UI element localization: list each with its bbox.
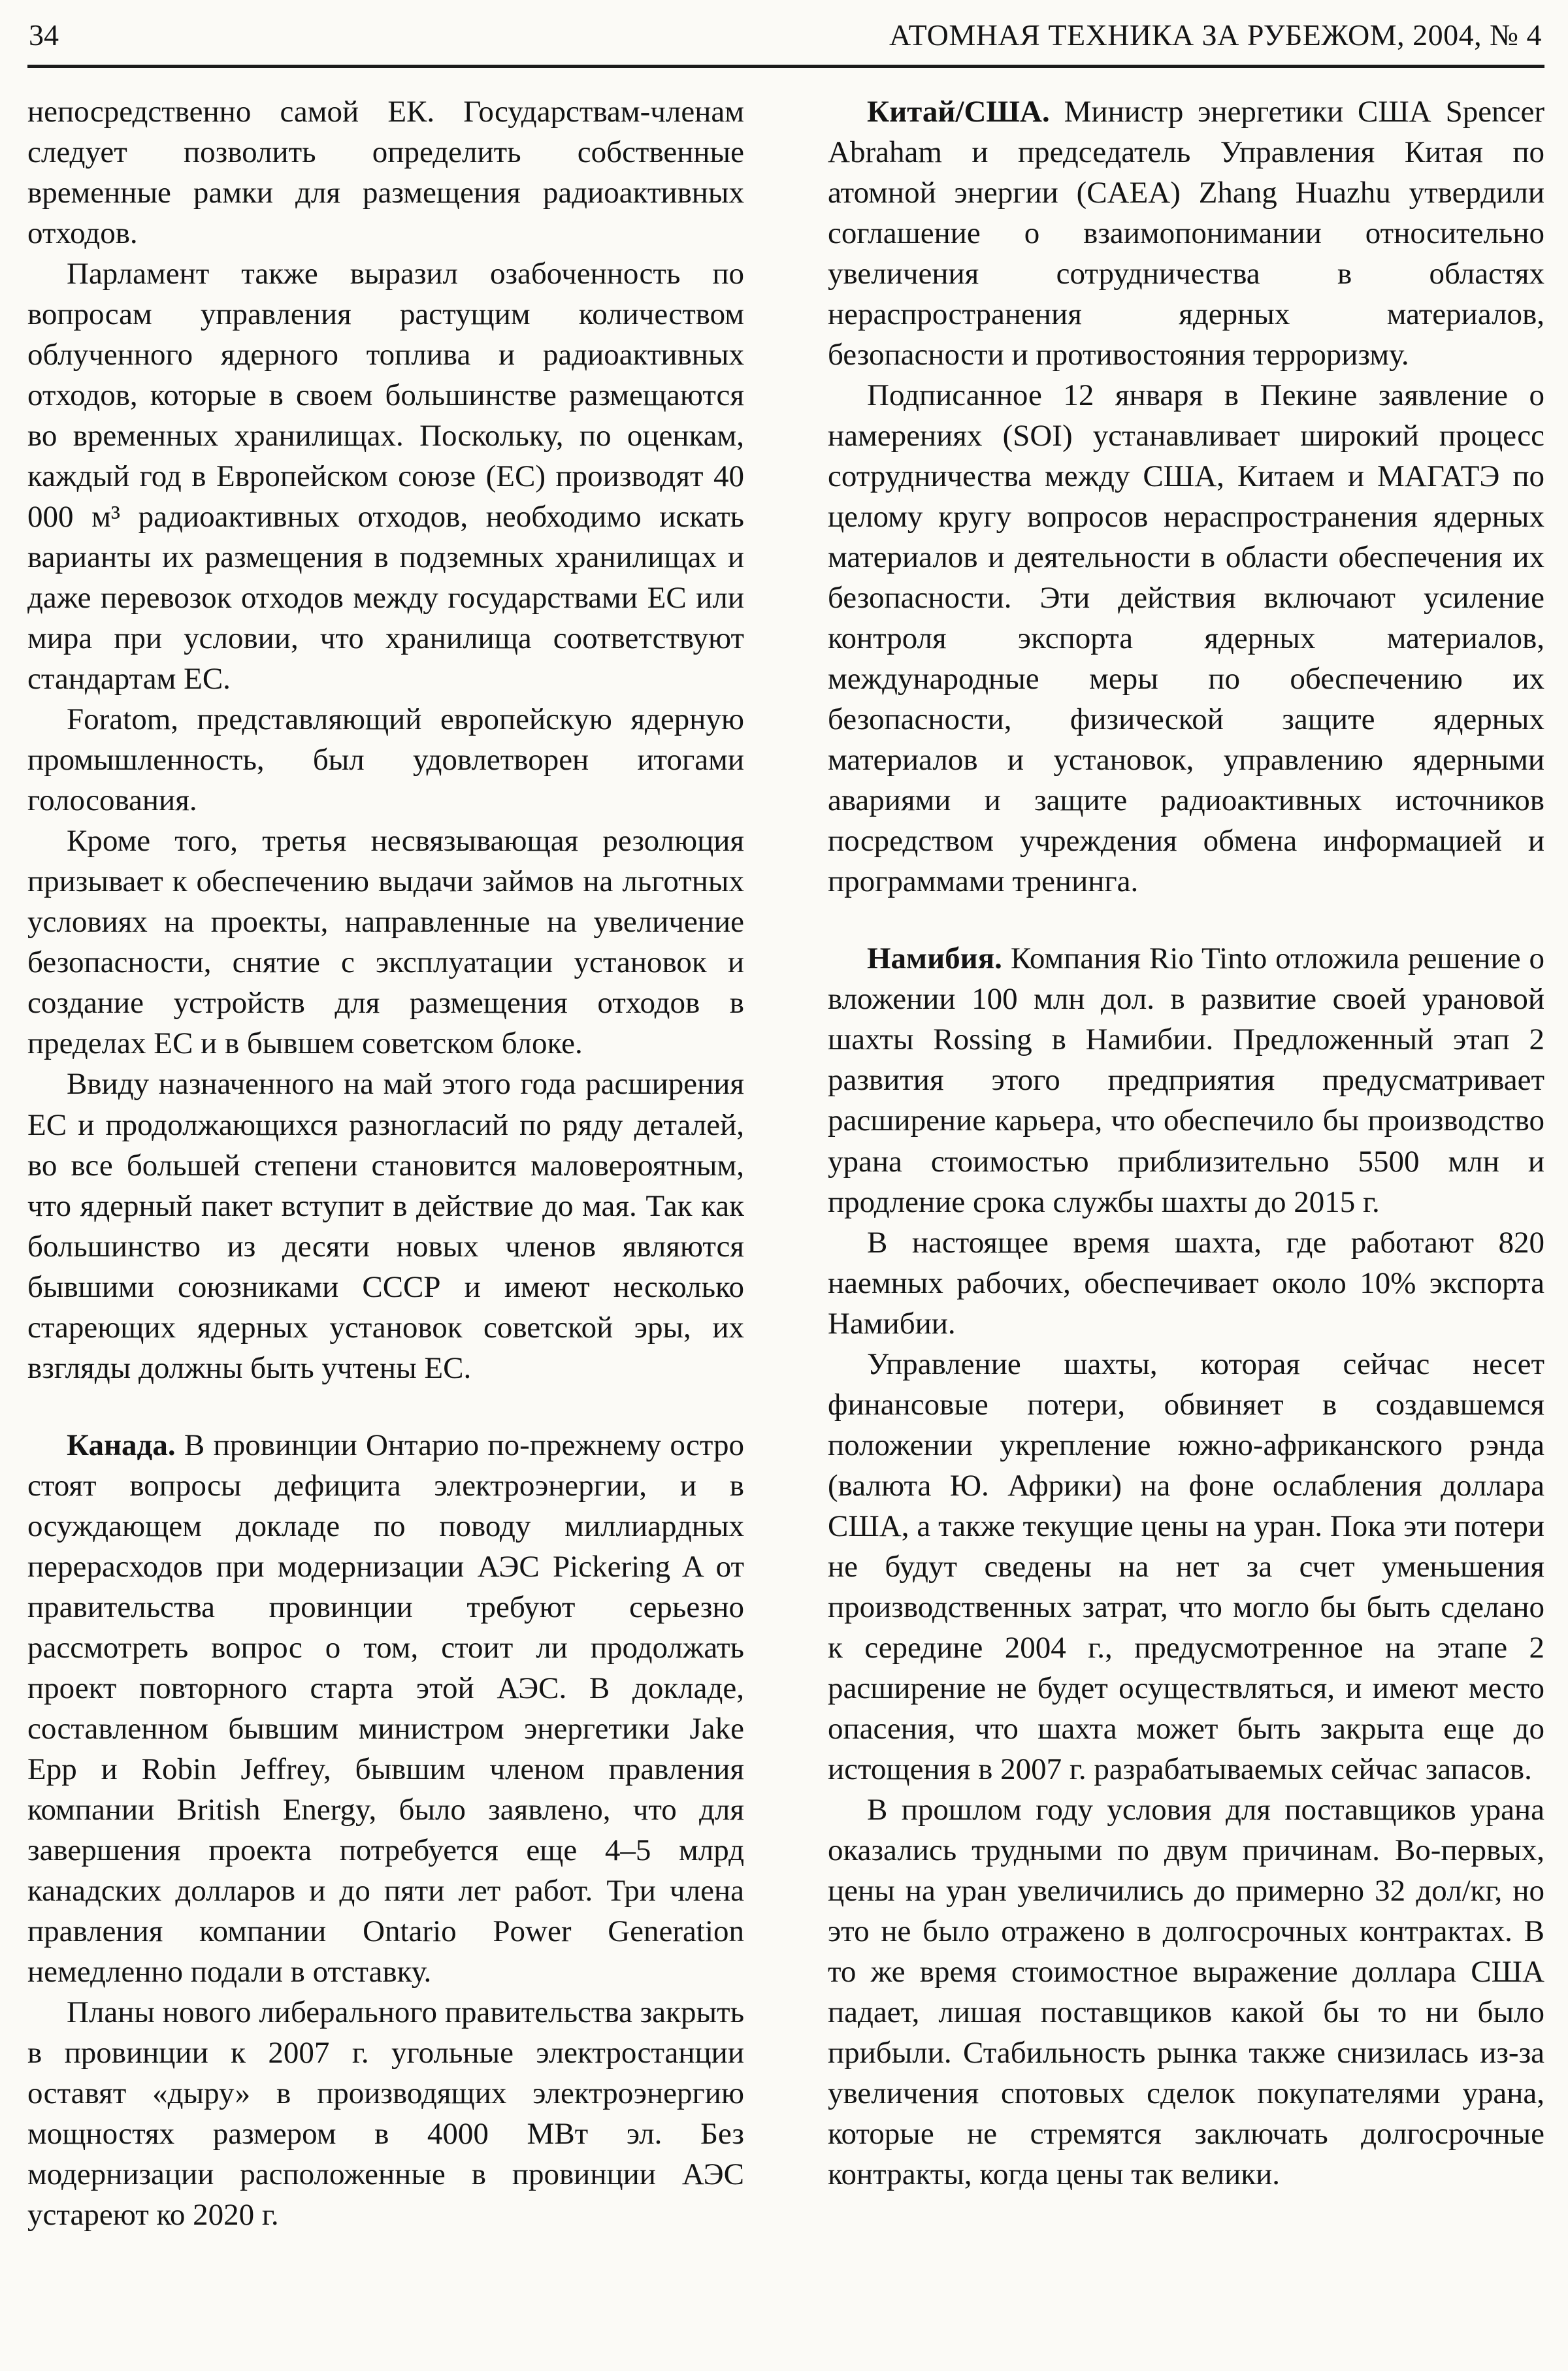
- article-body: [27, 91, 1544, 2236]
- paragraph: Foratom, представляющий европейскую ядерную промышленность, был удовлетворен итогами голосования.: [27, 702, 744, 818]
- journal-title: АТОМНАЯ ТЕХНИКА ЗА РУБЕЖОМ, 2004, № 4: [889, 18, 1542, 52]
- left-column: [27, 91, 744, 2236]
- paragraph: В прошлом году условия для поставщиков урана оказались трудными по двум причинам. Во-первых, цены на уран увеличились до примерно 32 дол/кг, но это не было отражено в долгосрочных контрактах. В то же время стоимостное выражение доллара США падает, лишая поставщиков какой бы то ни было прибыли. Стабильность рынка также снизилась из-за увеличения спотовых сделок покупателями урана, которые не стремятся заключать долгосрочные контракты, когда цены так велики.: [828, 1793, 1544, 2192]
- paragraph: Ввиду назначенного на май этого года расширения ЕС и продолжающихся разногласий по ряду деталей, во все большей степени становится маловероятным, что ядерный пакет вступит в действие до мая. Так как большинство из десяти новых членов являются бывшими союзниками СССР и имеют несколько стареющих ядерных установок советской эры, их взгляды должны быть учтены ЕС.: [27, 1067, 744, 1385]
- paragraph: Кроме того, третья несвязывающая резолюция призывает к обеспечению выдачи займов на льготных условиях на проекты, направленные на увеличение безопасности, снятие с эксплуатации установок и создание устройств для размещения отходов в пределах ЕС и в бывшем советском блоке.: [27, 824, 744, 1061]
- section-lead-namibia: Намибия.: [867, 941, 1002, 976]
- paragraph: Планы нового либерального правительства закрыть в провинции к 2007 г. угольные электростанции оставят «дыру» в производящих электроэнергию мощностях размером в 4000 МВт эл. Без модернизации расположенные в провинции АЭС устареют ко 2020 г.: [27, 1995, 744, 2232]
- paragraph: Подписанное 12 января в Пекине заявление о намерениях (SOI) устанавливает широкий процесс сотрудничества между США, Китаем и МАГАТЭ по целому кругу вопросов нераспространения ядерных материалов и деятельности в области обеспечения их безопасности. Эти действия включают усиление контроля экспорта ядерных материалов, международные меры по обеспечению их безопасности, физической защите ядерных материалов и установок, управлению ядерными авариями и защите радиоактивных источников посредством учреждения обмена информацией и программами тренинга.: [828, 378, 1544, 899]
- paragraph-namibia: [828, 938, 1544, 1222]
- page-header: [27, 16, 1544, 65]
- section-lead-china-usa: Китай/США.: [867, 94, 1050, 129]
- section-lead-canada: Канада.: [67, 1428, 176, 1462]
- paragraph: Управление шахты, которая сейчас несет финансовые потери, обвиняет в создавшемся положении укрепление южно-африканского рэнда (валюта Ю. Африки) на фоне ослабления доллара США, а также текущие цены на уран. Пока эти потери не будут сведены на нет за счет уменьшения производственных затрат, что могло бы быть сделано к середине 2004 г., предусмотренное на этапе 2 расширение не будет осуществляться, и имеют место опасения, что шахта может быть закрыта еще до истощения в 2007 г. разрабатываемых сейчас запасов.: [828, 1347, 1544, 1786]
- paragraph-text: Компания Rio Tinto отложила решение о вложении 100 млн дол. в развитие своей урановой шахты Rossing в Намибии. Предложенный этап 2 развития этого предприятия предусматривает расширение карьера, что обеспечило бы производство урана стоимостью приблизительно 5500 млн и продление срока службы шахты до 2015 г.: [828, 941, 1545, 1219]
- paragraph-text: Министр энергетики США Spencer Abraham и председатель Управления Китая по атомной энергии (CAEA) Zhang Huazhu утвердили соглашение о взаимопонимании относительно увеличения сотрудничества в областях нераспространения ядерных материалов, безопасности и противостояния терроризму.: [828, 94, 1545, 372]
- header-rule: [27, 65, 1544, 68]
- paragraph-text: В провинции Онтарио по-прежнему остро стоят вопросы дефицита электроэнергии, и в осуждающем докладе по поводу миллиардных перерасходов при модернизации АЭС Pickering A от правительства провинции требуют серьезно рассмотреть вопрос о том, стоит ли продолжать проект повторного старта этой АЭС. В докладе, составленном бывшим министром энергетики Jake Epp и Robin Jeffrey, бывшим членом правления компании British Energy, было заявлено, что для завершения проекта потребуется еще 4–5 млрд канадских долларов и до пяти лет работ. Три члена правления компании Ontario Power Generation немедленно подали в отставку.: [27, 1428, 744, 1989]
- paragraph: непосредственно самой ЕК. Государствам-членам следует позволить определить собственные временные рамки для размещения радиоактивных отходов.: [27, 94, 744, 250]
- right-column: [828, 91, 1544, 2236]
- page-number: 34: [29, 18, 59, 52]
- paragraph: Парламент также выразил озабоченность по вопросам управления растущим количеством облученного ядерного топлива и радиоактивных отходов, которые в своем большинстве размещаются во временных хранилищах. Поскольку, по оценкам, каждый год в Европейском союзе (ЕС) производят 40 000 м³ радиоактивных отходов, необходимо искать варианты их размещения в подземных хранилищах и даже перевозок отходов между государствами ЕС или мира при условии, что хранилища соответствуют стандартам ЕС.: [27, 256, 744, 696]
- paragraph-china-usa: [828, 91, 1544, 375]
- paragraph: В настоящее время шахта, где работают 820 наемных рабочих, обеспечивает около 10% экспорта Намибии.: [828, 1225, 1544, 1341]
- paragraph-canada: [27, 1425, 744, 1992]
